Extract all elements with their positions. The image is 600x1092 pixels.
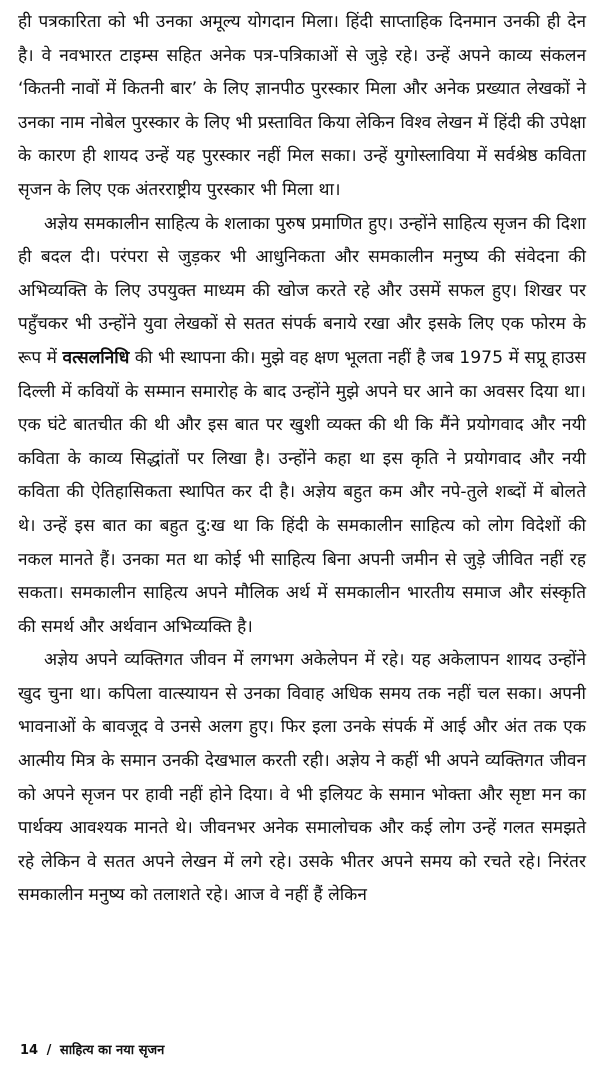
page-footer: [20, 1040, 168, 1058]
paragraph-1: ही पत्रकारिता को भी उनका अमूल्य योगदान मिला। हिंदी साप्ताहिक दिनमान उनकी ही देन है। वे नवभारत टाइम्स सहित अनेक पत्र-पत्रिकाओं से जुड़े रहे। उन्हें अपने काव्य संकलन ‘कितनी नावों में कितनी बार’ के लिए ज्ञानपीठ पुरस्कार मिला और अनेक प्रख्यात लेखकों ने उनका नाम नोबेल पुरस्कार के लिए भी प्रस्तावित किया लेकिन विश्व लेखन में हिंदी की उपेक्षा के कारण ही शायद उन्हें यह पुरस्कार नहीं मिल सका। उन्हें युगोस्लाविया में सर्वश्रेष्ठ कविता सृजन के लिए एक अंतरराष्ट्रीय पुरस्कार भी मिला था।: [18, 12, 586, 200]
footer-separator: /: [46, 1043, 52, 1058]
paragraph-3: अज्ञेय अपने व्यक्तिगत जीवन में लगभग अकेलेपन में रहे। यह अकेलापन शायद उन्होंने खुद चुना था। कपिला वात्स्यायन से उनका विवाह अधिक समय तक नहीं चल सका। अपनी भावनाओं के बावजूद वे उनसे अलग हुए। फिर इला उनके संपर्क में आई और अंत तक एक आत्मीय मित्र के समान उनकी देखभाल करती रही। अज्ञेय ने कहीं भी अपने व्यक्तिगत जीवन को अपने सृजन पर हावी नहीं होने दिया। वे भी इलियट के समान भोक्ता और सृष्टा मन का पार्थक्य आवश्यक मानते थे। जीवनभर अनेक समालोचक और कई लोग उन्हें गलत समझते रहे लेकिन वे सतत अपने लेखन में लगे रहे। उसके भीतर अपने समय को रचते रहे। निरंतर समकालीन मनुष्य को तलाशते रहे। आज वे नहीं हैं लेकिन: [18, 650, 586, 906]
book-title: साहित्य का नया सृजन: [59, 1043, 165, 1058]
paragraph-2-text-start: अज्ञेय समकालीन साहित्य के शलाका पुरुष प्रमाणित हुए। उन्होंने साहित्य सृजन की दिशा ही बदल दी। परंपरा से जुड़कर भी आधुनिकता और समकालीन मनुष्य की संवेदना की अभिव्यक्ति के लिए उपयुक्त माध्यम की खोज करते रहे और उसमें सफल हुए। शिखर पर पहुँचकर भी उन्होंने युवा लेखकों से सतत संपर्क बनाये रखा और इसके लिए एक फोरम के रूप में: [18, 213, 586, 368]
page-body: [18, 6, 586, 913]
bold-term-vatsalnidhi: वत्सलनिधि: [62, 347, 130, 368]
paragraph-2-text-end: की भी स्थापना की। मुझे वह क्षण भूलता नहीं है जब 1975 में सप्रू हाउस दिल्ली में कवियों के सम्मान समारोह के बाद उन्होंने मुझे अपने घर आने का अवसर दिया था। एक घंटे बातचीत की थी और इस बात पर खुशी व्यक्त की थी कि मैंने प्रयोगवाद और नयी कविता के काव्य सिद्धांतों पर लिखा है। उन्होंने कहा था इस कृति ने प्रयोगवाद और नयी कविता की ऐतिहासिकता स्थापित कर दी है। अज्ञेय बहुत कम और नपे-तुले शब्दों में बोलते थे। उन्हें इस बात का बहुत दु:ख था कि हिंदी के समकालीन साहित्य को लोग विदेशों की नकल मानते हैं। उनका मत था कोई भी साहित्य बिना अपनी जमीन से जुड़े जीवित नहीं रह सकता। समकालीन साहित्य अपने मौलिक अर्थ में समकालीन भारतीय समाज और संस्कृति की समर्थ और अर्थवान अभिव्यक्ति है।: [18, 347, 586, 637]
paragraph-2: [18, 208, 586, 645]
page-number: 14: [20, 1043, 39, 1058]
